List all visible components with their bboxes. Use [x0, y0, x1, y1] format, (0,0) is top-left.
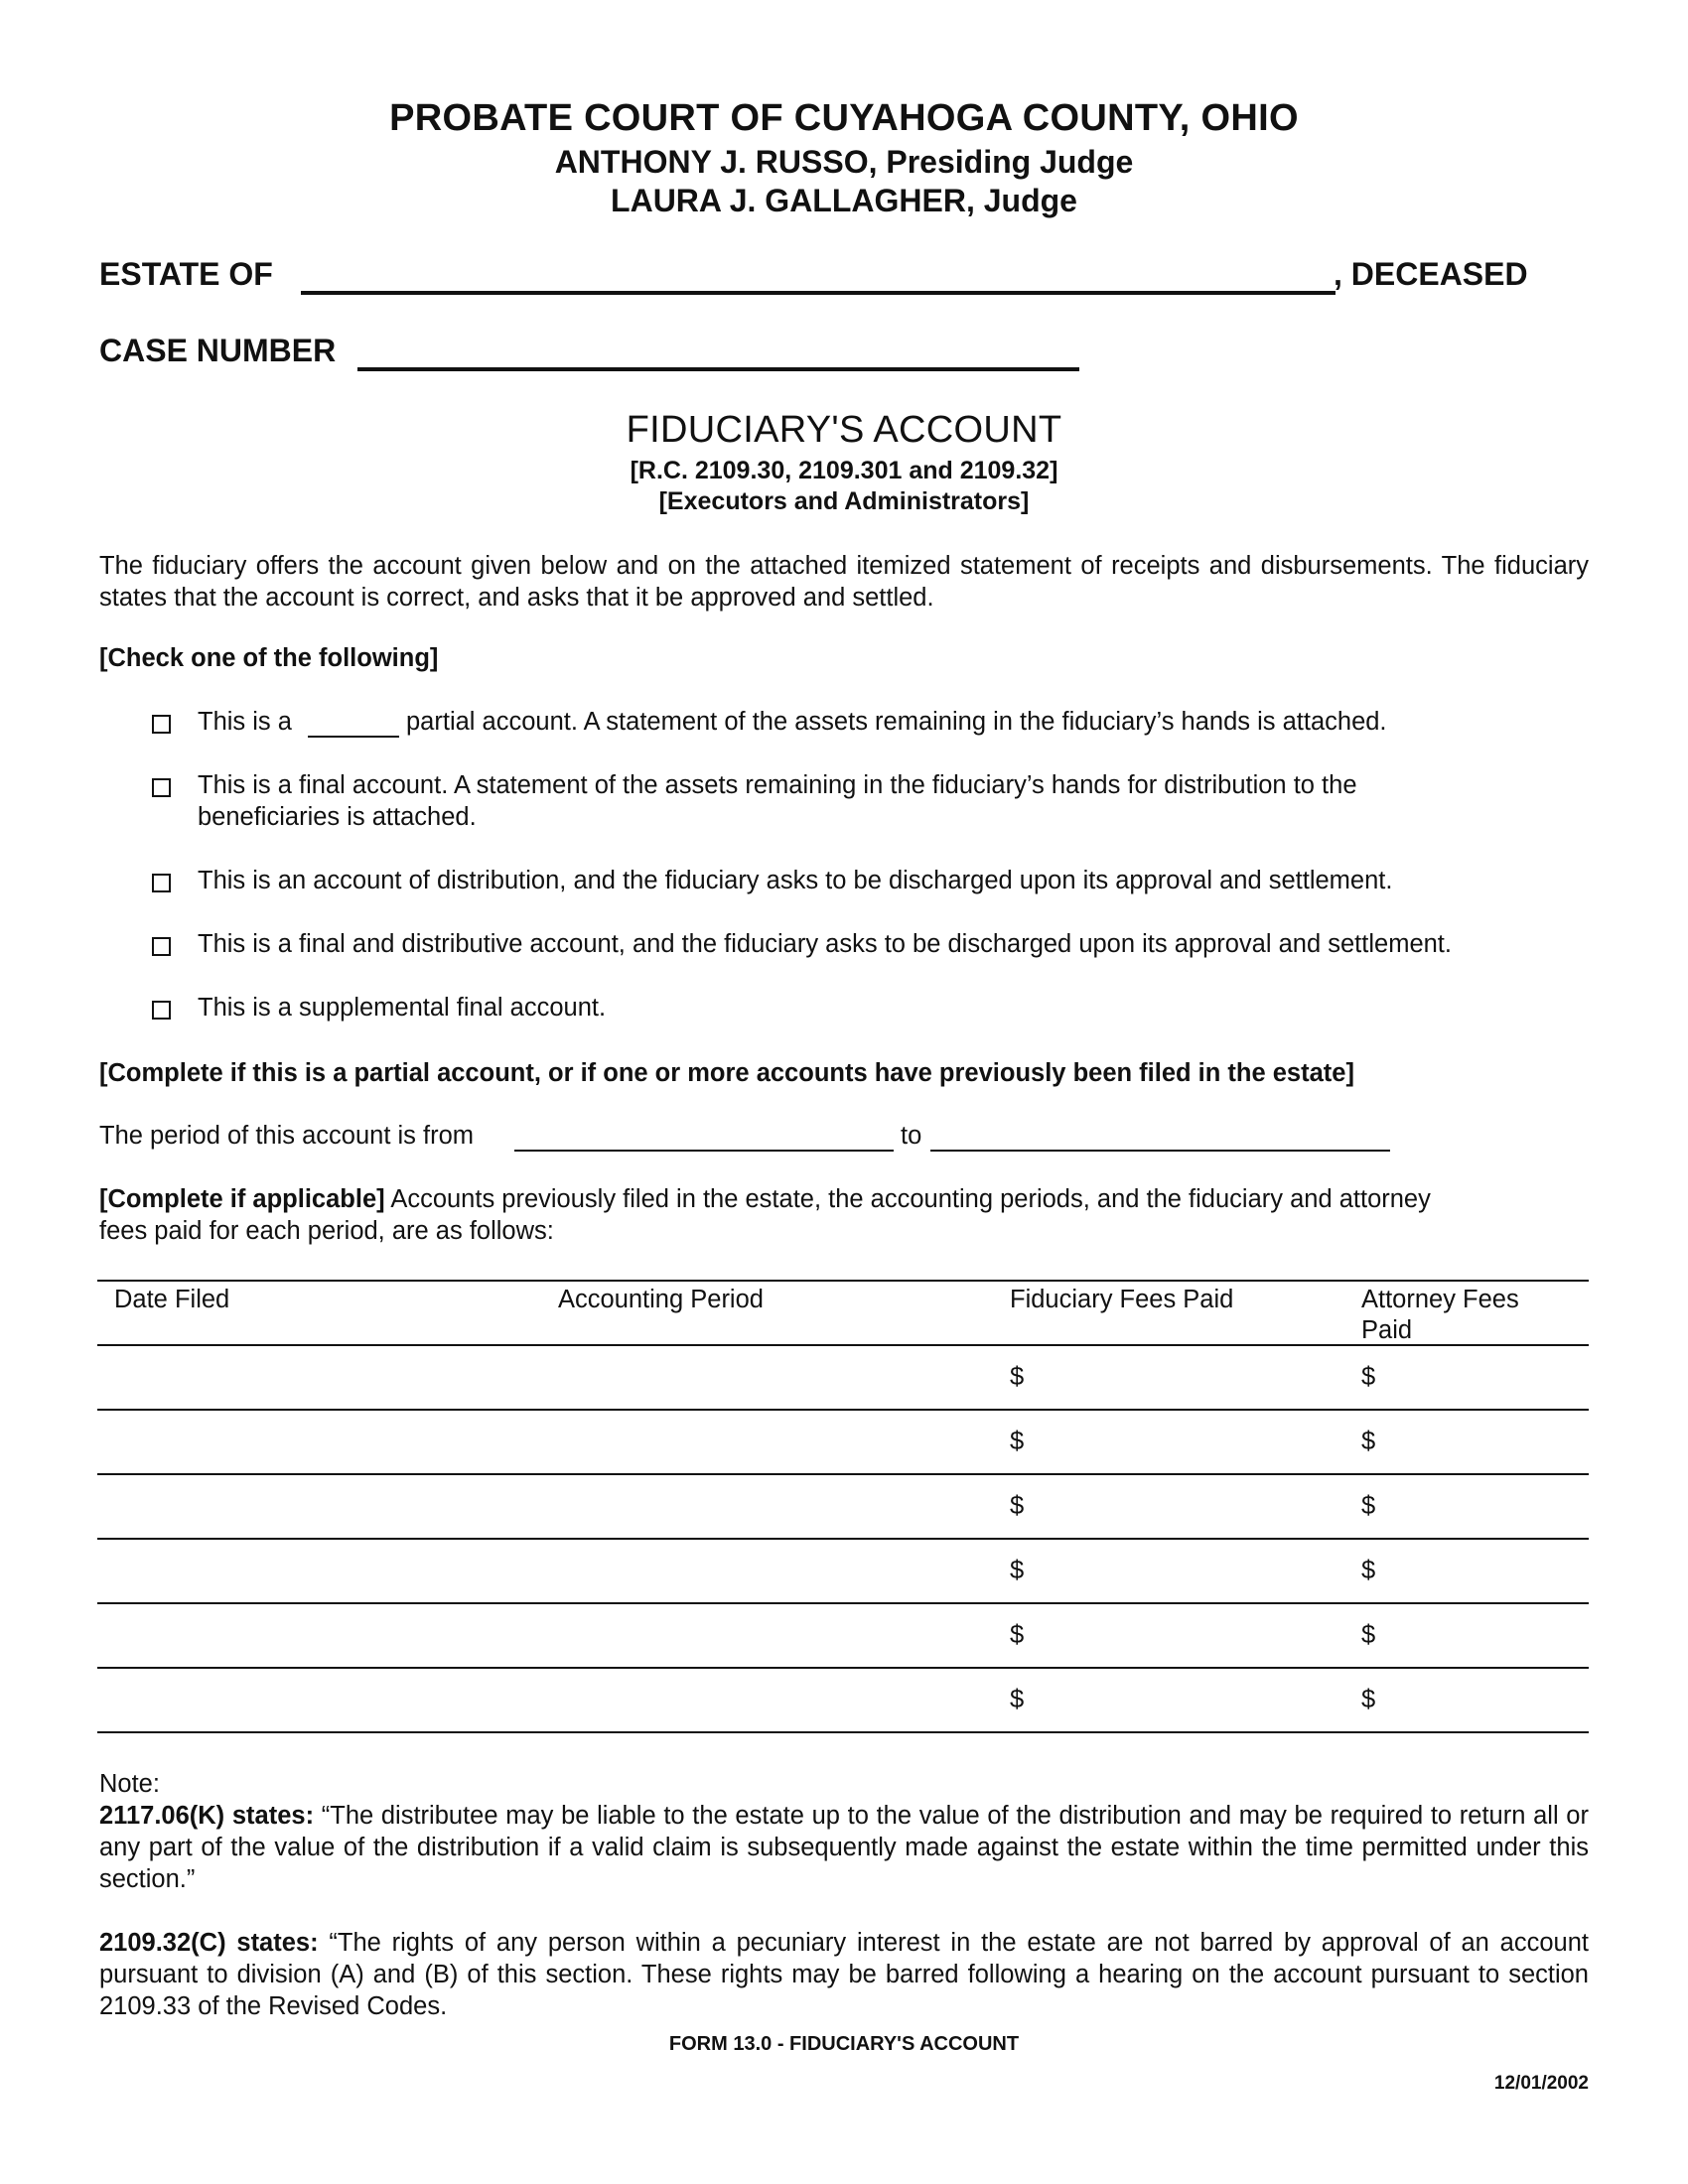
- case-number-label: CASE NUMBER: [99, 333, 337, 368]
- period-prefix: The period of this account is from: [99, 1122, 475, 1150]
- row-attorney-fees[interactable]: $: [1361, 1557, 1376, 1584]
- header-accounting-period: Accounting Period: [558, 1286, 764, 1313]
- estate-label: ESTATE OF: [99, 256, 273, 292]
- previous-accounts-line2: fees paid for each period, are as follows:: [99, 1217, 554, 1245]
- note-2117-06k-citation: 2117.06(K) states:: [99, 1802, 315, 1830]
- period-to-field[interactable]: [930, 1120, 1390, 1152]
- distribution-account-checkbox[interactable]: [152, 874, 171, 892]
- estate-name-value: [301, 261, 311, 292]
- previous-accounts-bold: [Complete if applicable]: [99, 1185, 385, 1213]
- form-statutes: [R.C. 2109.30, 2109.301 and 2109.32]: [630, 457, 1058, 484]
- note-label: Note:: [99, 1770, 160, 1798]
- row-fiduciary-fees[interactable]: $: [1010, 1428, 1025, 1455]
- row-fiduciary-fees[interactable]: $: [1010, 1492, 1025, 1520]
- final-distributive-checkbox[interactable]: [152, 937, 171, 956]
- note-2109-32c-citation: 2109.32(C) states:: [99, 1929, 319, 1957]
- row-attorney-fees[interactable]: $: [1361, 1492, 1376, 1520]
- previous-accounts-line1: [99, 1183, 1589, 1215]
- presiding-judge: ANTHONY J. RUSSO, Presiding Judge: [554, 144, 1134, 180]
- intro-paragraph: The fiduciary offers the account given below and on the attached itemized statement of receipts and disbursements. The fiduciary states that the account is correct, and asks that it be approved and settled.: [99, 552, 1589, 612]
- header-attorney-line2: Paid: [1361, 1316, 1413, 1344]
- case-number-value: [357, 338, 367, 368]
- case-number-field[interactable]: [357, 338, 1079, 371]
- court-name: PROBATE COURT OF CUYAHOGA COUNTY, OHIO: [389, 97, 1299, 139]
- form-applies-to: [Executors and Administrators]: [658, 487, 1030, 515]
- table-bottom-rule: [97, 1731, 1589, 1733]
- header-fiduciary-fees: Fiduciary Fees Paid: [1010, 1286, 1234, 1313]
- final-account-line1: This is a final account. A statement of the assets remaining in the fiduciary’s hands for distribution to the: [198, 771, 1357, 799]
- period-from-field[interactable]: [514, 1120, 894, 1152]
- previous-accounts-text: Accounts previously filed in the estate, the accounting periods, and the fiduciary and attorney: [390, 1185, 1431, 1213]
- note-2117-06k-text: “The distributee may be liable to the estate up to the value of the distribution and may be required to return all or any part of the value of the distribution if a valid claim is subsequently made against the estate within the time permitted under this section.”: [99, 1802, 1589, 1893]
- header-date-filed: Date Filed: [114, 1286, 230, 1313]
- supplemental-text: This is a supplemental final account.: [198, 994, 607, 1022]
- table-row-rule: [97, 1602, 1589, 1604]
- estate-name-field[interactable]: [301, 261, 1336, 295]
- partial-account-checkbox[interactable]: [152, 715, 171, 734]
- final-account-line2: beneficiaries is attached.: [198, 803, 477, 831]
- partial-number-field[interactable]: [308, 706, 399, 738]
- revision-date: 12/01/2002: [1493, 2073, 1589, 2094]
- row-attorney-fees[interactable]: $: [1361, 1621, 1376, 1649]
- row-fiduciary-fees[interactable]: $: [1010, 1363, 1025, 1391]
- header-attorney-line1: Attorney Fees: [1361, 1286, 1519, 1313]
- period-instruction: [Complete if this is a partial account, or if one or more accounts have previously been filed in the estate]: [99, 1059, 1354, 1087]
- judge: LAURA J. GALLAGHER, Judge: [611, 183, 1077, 218]
- period-to-label: to: [901, 1122, 922, 1150]
- note-2109-32c: [99, 1927, 1589, 2022]
- table-row-rule: [97, 1409, 1589, 1411]
- final-account-checkbox[interactable]: [152, 778, 171, 797]
- table-top-rule: [97, 1280, 1589, 1282]
- table-header-rule: [97, 1344, 1589, 1346]
- table-row-rule: [97, 1473, 1589, 1475]
- row-fiduciary-fees[interactable]: $: [1010, 1557, 1025, 1584]
- table-row-rule: [97, 1667, 1589, 1669]
- row-attorney-fees[interactable]: $: [1361, 1428, 1376, 1455]
- deceased-label: , DECEASED: [1334, 256, 1528, 292]
- form-footer: FORM 13.0 - FIDUCIARY'S ACCOUNT: [668, 2033, 1020, 2055]
- partial-suffix: partial account. A statement of the assets remaining in the fiduciary’s hands is attached.: [406, 708, 1387, 736]
- table-row-rule: [97, 1538, 1589, 1540]
- supplemental-checkbox[interactable]: [152, 1001, 171, 1020]
- note-2117-06k: [99, 1800, 1589, 1895]
- check-instruction: [Check one of the following]: [99, 644, 439, 672]
- row-fiduciary-fees[interactable]: $: [1010, 1621, 1025, 1649]
- row-attorney-fees[interactable]: $: [1361, 1686, 1376, 1713]
- partial-prefix: This is a: [198, 708, 292, 736]
- form-title: FIDUCIARY'S ACCOUNT: [626, 409, 1062, 451]
- row-attorney-fees[interactable]: $: [1361, 1363, 1376, 1391]
- row-fiduciary-fees[interactable]: $: [1010, 1686, 1025, 1713]
- distribution-account-text: This is an account of distribution, and the fiduciary asks to be discharged upon its approval and settlement.: [198, 867, 1393, 894]
- note-2109-32c-text: “The rights of any person within a pecuniary interest in the estate are not barred by approval of an account pursuant to division (A) and (B) of this section. These rights may be barred following a hearing on the account pursuant to section 2109.33 of the Revised Codes.: [99, 1929, 1589, 2020]
- header-attorney-fees: [1361, 1285, 1519, 1346]
- final-distributive-text: This is a final and distributive account, and the fiduciary asks to be discharged upon its approval and settlement.: [198, 930, 1452, 958]
